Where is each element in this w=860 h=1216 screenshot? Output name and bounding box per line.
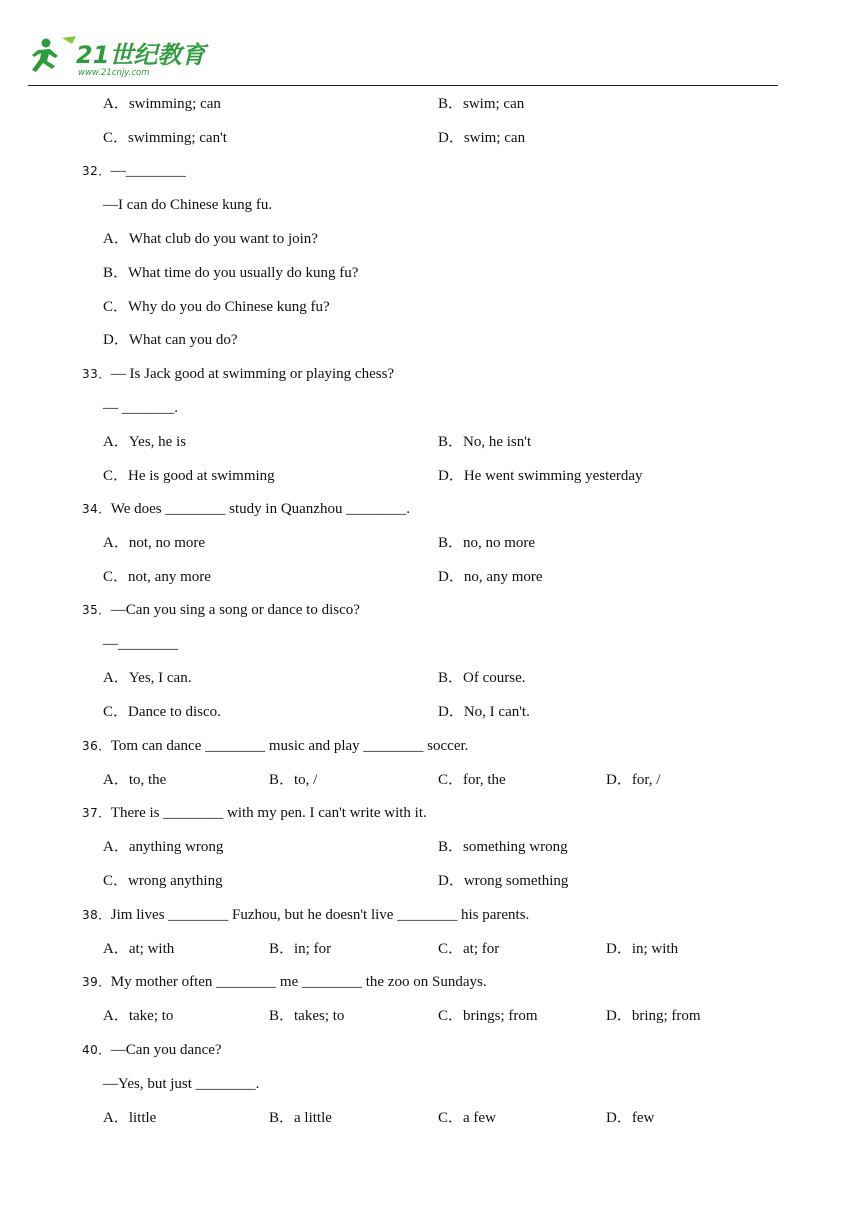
logo-mark: 21世纪教育 (76, 41, 206, 69)
question-stem: Tom can dance ________ music and play ________ soccer. (110, 738, 469, 754)
option-b: B．to, / (269, 772, 318, 788)
option-b: B．Of course. (438, 670, 526, 686)
question-stem: There is ________ with my pen. I can't write with it. (110, 805, 427, 821)
option-d: D．no, any more (438, 569, 543, 585)
question-40 (82, 1040, 222, 1060)
question-number: 35． (82, 603, 111, 617)
question-number: 37． (82, 806, 111, 820)
question-stem: Jim lives ________ Fuzhou, but he doesn't live ________ his parents. (110, 907, 530, 923)
option-b: B．a little (269, 1110, 332, 1126)
option-a: A．to, the (103, 772, 167, 788)
question-stem: We does ________ study in Quanzhou ________. (110, 501, 410, 517)
question-stem: —Can you dance? (110, 1042, 222, 1058)
q31-option-b: B．swim; can (438, 96, 525, 112)
question-line: —________ (103, 636, 178, 652)
option-a: A．take; to (103, 1008, 174, 1024)
question-number: 32． (82, 164, 111, 178)
question-stem: —Can you sing a song or dance to disco? (110, 602, 360, 618)
q31-option-c: C．swimming; can't (103, 130, 227, 146)
question-33 (82, 364, 394, 384)
question-line: — _______. (103, 400, 178, 416)
q31-option-a: A．swimming; can (103, 96, 221, 112)
question-stem: —________ (110, 163, 186, 179)
page-header (28, 30, 778, 86)
site-logo (28, 30, 218, 80)
option-d: D．few (606, 1110, 655, 1126)
option-a: A．What club do you want to join? (103, 231, 318, 247)
q31-option-d: D．swim; can (438, 130, 526, 146)
option-c: C．not, any more (103, 569, 211, 585)
option-a: A．Yes, he is (103, 434, 187, 450)
question-number: 40． (82, 1043, 111, 1057)
option-a: A．Yes, I can. (103, 670, 192, 686)
option-c: C．brings; from (438, 1008, 538, 1024)
option-c: C．wrong anything (103, 873, 223, 889)
question-38 (82, 905, 529, 925)
question-line: —Yes, but just ________. (103, 1076, 260, 1092)
option-d: D．What can you do? (103, 332, 238, 348)
question-number: 33． (82, 367, 111, 381)
question-line: —I can do Chinese kung fu. (103, 197, 273, 213)
option-c: C．at; for (438, 941, 500, 957)
option-d: D．bring; from (606, 1008, 701, 1024)
option-c: C．a few (438, 1110, 496, 1126)
option-c: C．Why do you do Chinese kung fu? (103, 299, 330, 315)
question-37 (82, 803, 427, 823)
question-number: 39． (82, 975, 111, 989)
option-a: A．anything wrong (103, 839, 224, 855)
option-b: B．something wrong (438, 839, 568, 855)
option-b: B．takes; to (269, 1008, 345, 1024)
option-c: C．He is good at swimming (103, 468, 275, 484)
option-d: D．No, I can't. (438, 704, 530, 720)
option-d: D．for, / (606, 772, 661, 788)
question-35 (82, 600, 360, 620)
option-d: D．He went swimming yesterday (438, 468, 643, 484)
option-b: B．What time do you usually do kung fu? (103, 265, 359, 281)
question-number: 36． (82, 739, 111, 753)
question-stem: My mother often ________ me ________ the zoo on Sundays. (110, 974, 487, 990)
question-39 (82, 972, 487, 992)
option-a: A．little (103, 1110, 157, 1126)
option-c: C．for, the (438, 772, 506, 788)
question-32 (82, 161, 186, 181)
question-number: 34． (82, 502, 111, 516)
logo-url: www.21cnjy.com (78, 68, 150, 78)
question-number: 38． (82, 908, 111, 922)
question-36 (82, 736, 468, 756)
question-stem: — Is Jack good at swimming or playing chess? (110, 366, 395, 382)
question-34 (82, 499, 410, 519)
option-b: B．no, no more (438, 535, 536, 551)
option-d: D．wrong something (438, 873, 569, 889)
option-d: D．in; with (606, 941, 679, 957)
header-divider (28, 85, 778, 86)
option-b: B．in; for (269, 941, 332, 957)
option-c: C．Dance to disco. (103, 704, 221, 720)
option-a: A．not, no more (103, 535, 206, 551)
option-b: B．No, he isn't (438, 434, 532, 450)
option-a: A．at; with (103, 941, 175, 957)
